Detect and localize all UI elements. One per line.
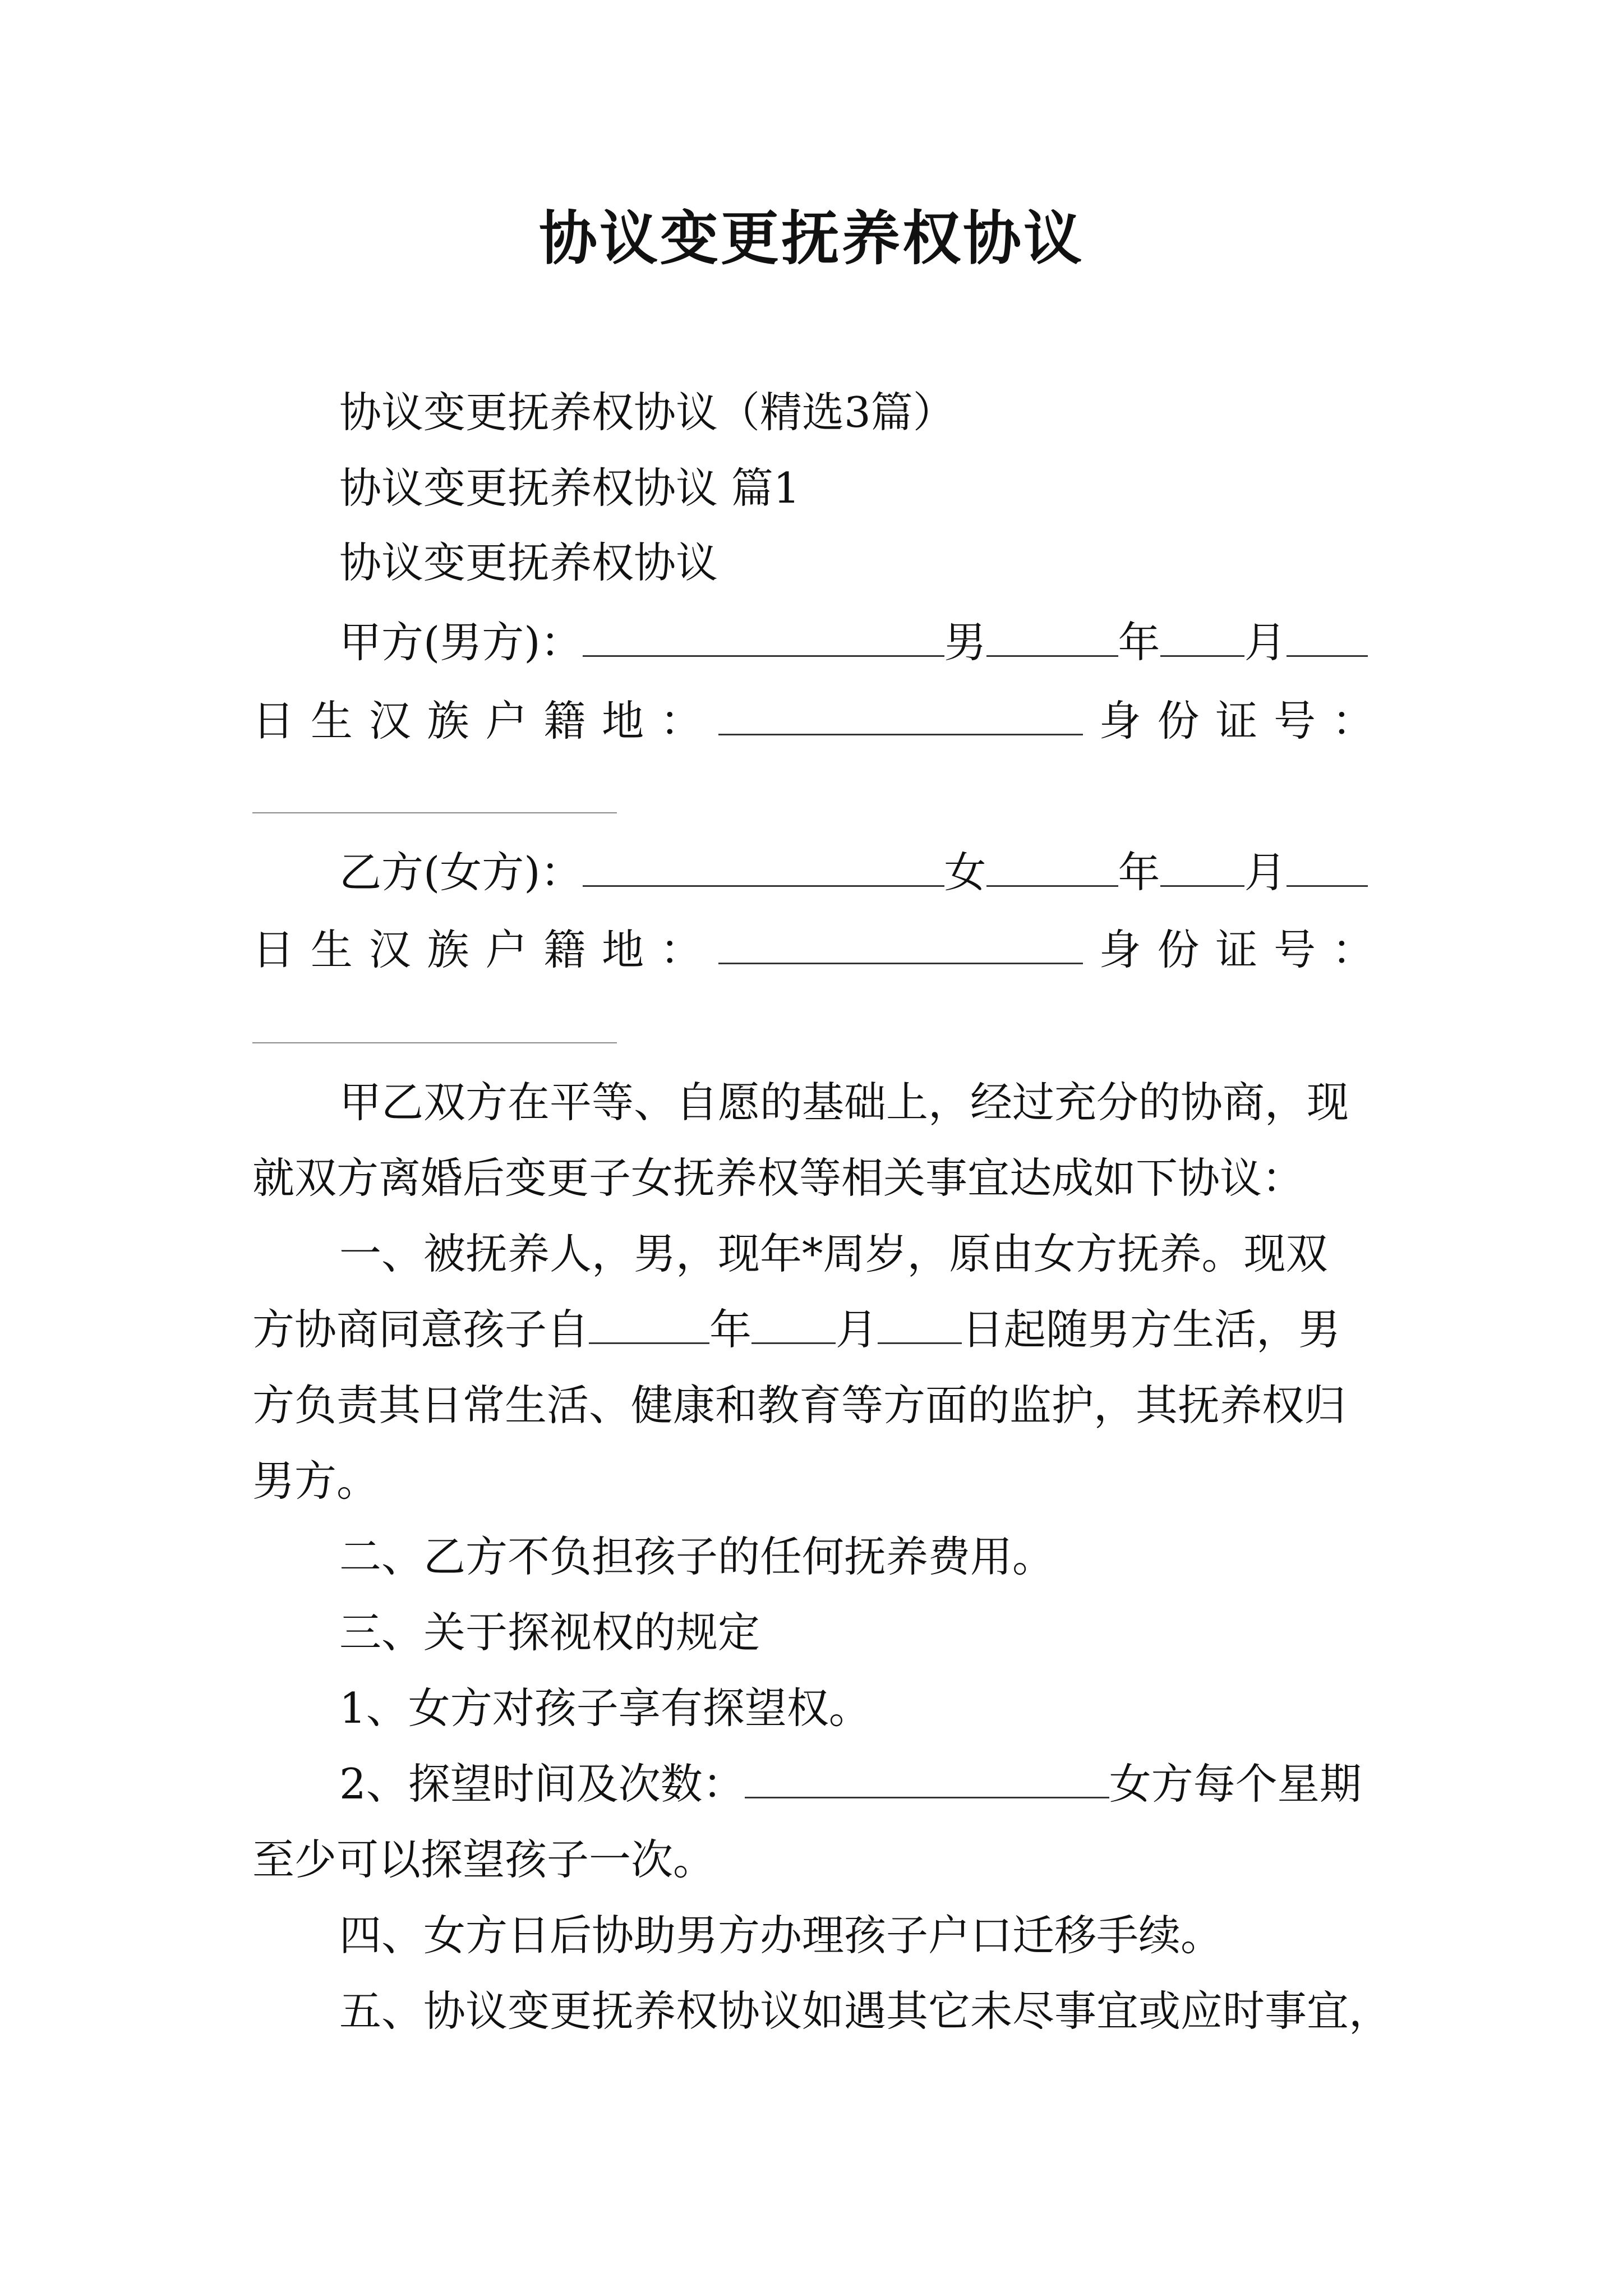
clause-3-item-2 bbox=[339, 1753, 1374, 1815]
clause-3-item-2-label: 2、探望时间及次数： bbox=[339, 1759, 745, 1809]
party-b-year-blank bbox=[986, 846, 1118, 887]
clause-1-line-3: 方负责其日常生活、健康和教育等方面的监护，其抚养权归 bbox=[252, 1381, 1347, 1430]
intro-paragraph-line-2: 就双方离婚后变更子女抚养权等相关事宜达成如下协议： bbox=[252, 1153, 1304, 1203]
party-b-char: 汉 bbox=[368, 925, 411, 974]
intro-paragraph-line-1: 甲乙双方在平等、自愿的基础上，经过充分的协商，现 bbox=[339, 1078, 1349, 1127]
party-b-id-char: ： bbox=[1331, 925, 1374, 974]
party-b-label: 乙方(女方)： bbox=[339, 848, 583, 897]
party-b-gender: 女 bbox=[944, 848, 986, 897]
party-a-id-char: 身 bbox=[1099, 696, 1141, 746]
party-a-char: 汉 bbox=[368, 696, 411, 746]
clause-1-month-blank bbox=[751, 1303, 836, 1344]
agreement-heading: 协议变更抚养权协议 bbox=[339, 538, 718, 587]
party-b-line bbox=[339, 841, 1374, 903]
party-b-day-blank bbox=[1287, 846, 1368, 887]
party-b-char: 生 bbox=[310, 925, 353, 974]
party-b-char: 地 bbox=[602, 925, 644, 974]
clause-3-item-2-cont: 至少可以探望孩子一次。 bbox=[252, 1835, 716, 1884]
party-a-domicile-blank bbox=[718, 694, 1083, 735]
clause-3-item-1: 1、女方对孩子享有探望权。 bbox=[339, 1683, 871, 1733]
clause-4: 四、女方日后协助男方办理孩子户口迁移手续。 bbox=[339, 1911, 1223, 1960]
party-a-char: 族 bbox=[427, 696, 469, 746]
clause-1-line-4: 男方。 bbox=[252, 1456, 379, 1506]
party-a-id-char: 证 bbox=[1215, 696, 1258, 746]
party-b-id-char: 证 bbox=[1215, 925, 1258, 974]
clause-3: 三、关于探视权的规定 bbox=[339, 1608, 760, 1657]
party-b-char: 族 bbox=[427, 925, 469, 974]
party-a-id-char: ： bbox=[1331, 696, 1374, 746]
party-b-month-label: 月 bbox=[1244, 848, 1287, 897]
party-b-name-blank bbox=[583, 846, 944, 887]
party-a-char: 籍 bbox=[543, 696, 586, 746]
party-a-id-char: 号 bbox=[1274, 696, 1316, 746]
party-b-char: 籍 bbox=[543, 925, 586, 974]
party-b-id-blank bbox=[252, 1042, 617, 1043]
clause-1-day-blank bbox=[878, 1303, 962, 1344]
party-a-id-blank bbox=[252, 812, 617, 813]
party-a-char: 日 bbox=[252, 696, 295, 746]
party-a-char: 生 bbox=[310, 696, 353, 746]
party-a-details-line bbox=[252, 690, 1374, 752]
party-a-month-blank bbox=[1160, 616, 1244, 657]
subtitle: 协议变更抚养权协议（精选3篇） bbox=[339, 388, 955, 437]
document-title: 协议变更抚养权协议 bbox=[538, 204, 1084, 273]
party-b-char: 日 bbox=[252, 925, 295, 974]
party-a-char: 户 bbox=[485, 696, 528, 746]
party-b-char: ： bbox=[660, 925, 702, 974]
party-a-gender: 男 bbox=[944, 618, 986, 667]
party-a-name-blank bbox=[583, 616, 944, 657]
visit-schedule-blank bbox=[745, 1757, 1109, 1798]
party-b-domicile-blank bbox=[718, 923, 1083, 964]
clause-1-year-blank bbox=[589, 1303, 709, 1344]
clause-1-text-end: 日起随男方生活，男 bbox=[962, 1305, 1341, 1354]
party-a-char: 地 bbox=[602, 696, 644, 746]
party-a-year-blank bbox=[986, 616, 1118, 657]
clause-1-text: 方协商同意孩子自 bbox=[252, 1305, 589, 1354]
party-b-char: 户 bbox=[485, 925, 528, 974]
party-a-line bbox=[339, 611, 1374, 673]
party-b-id-char: 号 bbox=[1274, 925, 1316, 974]
party-a-day-blank bbox=[1287, 616, 1368, 657]
party-a-id-char: 份 bbox=[1157, 696, 1200, 746]
clause-3-item-2-text: 女方每个星期 bbox=[1109, 1759, 1362, 1809]
party-a-char: ： bbox=[660, 696, 702, 746]
party-b-year-label: 年 bbox=[1118, 848, 1160, 897]
party-b-id-char: 份 bbox=[1157, 925, 1200, 974]
party-a-label: 甲方(男方)： bbox=[339, 618, 583, 667]
party-a-year-label: 年 bbox=[1118, 618, 1160, 667]
party-a-month-label: 月 bbox=[1244, 618, 1287, 667]
clause-1-year-label: 年 bbox=[709, 1305, 752, 1354]
clause-1-line-1: 一、被抚养人，男，现年*周岁，原由女方抚养。现双 bbox=[339, 1229, 1328, 1278]
party-b-id-char: 身 bbox=[1099, 925, 1141, 974]
clause-1-line-2 bbox=[252, 1299, 1374, 1360]
clause-1-month-label: 月 bbox=[836, 1305, 878, 1354]
section-heading: 协议变更抚养权协议 篇1 bbox=[339, 463, 800, 513]
clause-2: 二、乙方不负担孩子的任何抚养费用。 bbox=[339, 1532, 1055, 1581]
party-b-month-blank bbox=[1160, 846, 1244, 887]
party-b-details-line bbox=[252, 919, 1374, 981]
clause-5: 五、协议变更抚养权协议如遇其它未尽事宜或应时事宜， bbox=[339, 1986, 1391, 2036]
